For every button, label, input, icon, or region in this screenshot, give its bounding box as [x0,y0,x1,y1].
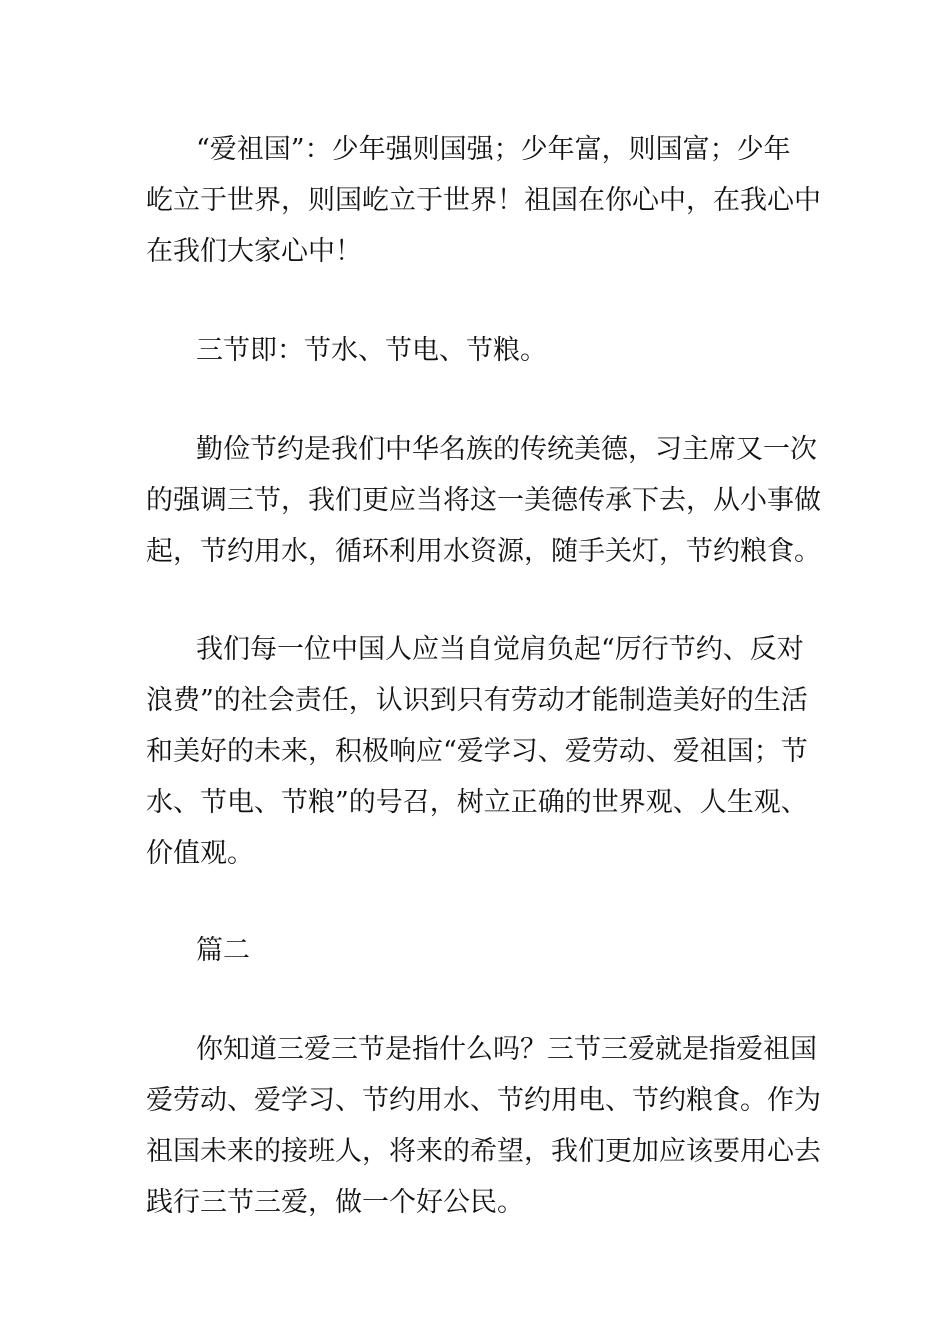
paragraph-6-line-4: 践行三节三爱，做一个好公民。 [146,1187,524,1218]
paragraph-6-line-3: 祖国未来的接班人，将来的希望，我们更加应该要用心去 [146,1136,821,1167]
paragraph-3-line-3: 起，节约用水，循环利用水资源，随手关灯，节约粮食。 [146,536,821,567]
paragraph-4-line-5: 价值观。 [146,838,254,869]
paragraph-6-line-2: 爱劳动、爱学习、节约用水、节约用电、节约粮食。作为 [146,1085,821,1116]
paragraph-4-line-3: 和美好的未来，积极响应“爱学习、爱劳动、爱祖国；节 [146,736,808,767]
paragraph-1-line-3: 在我们大家心中！ [146,236,362,267]
paragraph-6-line-1: 你知道三爱三节是指什么吗？三节三爱就是指爱祖国 [196,1034,817,1065]
paragraph-1-line-2: 屹立于世界，则国屹立于世界！祖国在你心中，在我心中 [146,185,821,216]
paragraph-4-line-1: 我们每一位中国人应当自觉肩负起“厉行节约、反对 [196,634,804,665]
paragraph-3-line-2: 的强调三节，我们更应当将这一美德传承下去，从小事做 [146,485,821,516]
paragraph-1-line-1: “爱祖国”：少年强则国强；少年富，则国富；少年 [196,134,791,165]
paragraph-4-line-4: 水、节电、节粮”的号召，树立正确的世界观、人生观、 [146,787,808,818]
paragraph-2-line-1: 三节即：节水、节电、节粮。 [196,335,547,366]
paragraph-4-line-2: 浪费”的社会责任，认识到只有劳动才能制造美好的生活 [146,685,808,716]
paragraph-3-line-1: 勤俭节约是我们中华名族的传统美德，习主席又一次 [196,434,817,465]
section-heading: 篇二 [196,935,250,966]
